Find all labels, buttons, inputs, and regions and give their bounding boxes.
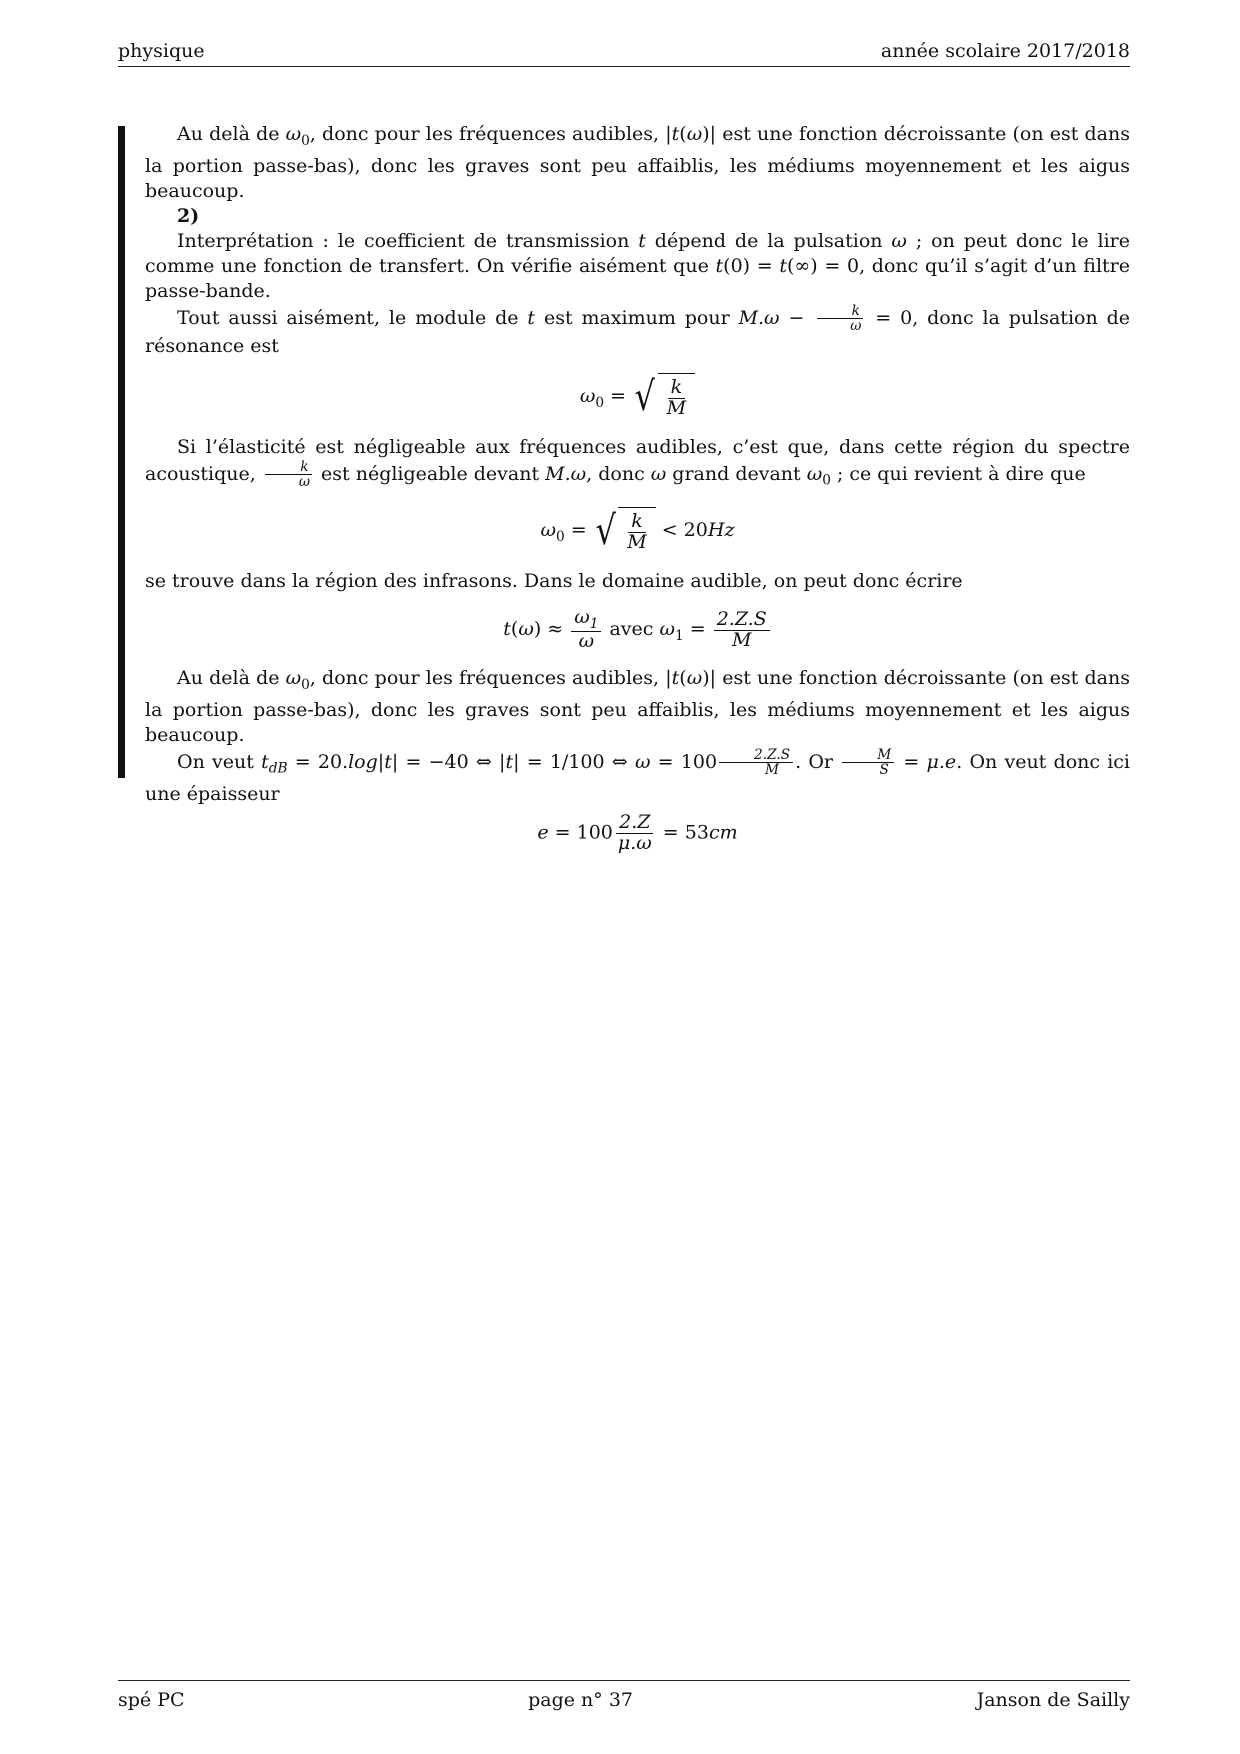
equation-thickness: e = 100 $\frac{2.Z}{\mu.\omega}$ = 53cm xyxy=(537,810,738,854)
equation-transmission-approx: t(ω) ≈ $\frac{\omega_1}{\omega}$ avec $\omega_1$ = $\frac{2.Z.S}{M}$ xyxy=(145,608,1130,652)
footer-class: spé PC xyxy=(118,1689,185,1711)
equation-omega0: $\omega_0$ = √ $\frac{k}{M}$ xyxy=(145,373,1130,421)
paragraph-elasticity: Si l’élasticité est négligeable aux fréquences audibles, c’est que, dans cette région du spectre acoustique, $\frac{k}{\omega}$ est négligeable devant M.ω, donc ω grand devant $\omega_0$ ; ce qui revient à dire que xyxy=(145,435,1130,490)
paragraph-interpretation: Interprétation : le coefficient de transmission t dépend de la pulsation ω ; on peut donc le lire comme une fonction de transfert. On vérifie aisément que t(0) = t(∞) = 0, donc qu’il s’agit d’un filtre passe-bande. xyxy=(145,229,1130,302)
header-school-year: année scolaire 2017/2018 xyxy=(880,40,1130,62)
header-subject: physique xyxy=(118,40,205,62)
paragraph-infrasound: se trouve dans la région des infrasons. Dans le domaine audible, on peut donc écrire xyxy=(145,570,963,593)
document-body xyxy=(145,122,1130,868)
equation-omega0-infrasound: $\omega_0$ = √ $\frac{k}{M}$ < 20Hz xyxy=(540,508,735,555)
paragraph-lowpass-1: Au delà de $\omega_0$, donc pour les fréquences audibles, |t(ω)| est une fonction décroissante (on est dans la portion passe-bas), donc les graves sont peu affaiblis, les médiums moyennement et les aigus beaucoup. xyxy=(145,123,1131,202)
page-header xyxy=(118,40,1130,67)
footer-page-number: page n° 37 xyxy=(528,1689,633,1711)
footer-school: Janson de Sailly xyxy=(976,1689,1130,1711)
question-number: 2) xyxy=(177,204,200,227)
paragraph-attenuation: On veut $t_{dB} = 20.\log|t| = -40$ ⇔ |t| = 1/100 ⇔ ω = 100 $\frac{2.Z.S}{M}$ . Or $\frac{M}{S}$ = μ.e. On veut donc ici une épaisseur xyxy=(145,747,1131,805)
paragraph-lowpass-2: Au delà de $\omega_0$, donc pour les fréquences audibles, |t(ω)| est une fonction décroissante (on est dans la portion passe-bas), donc les graves sont peu affaiblis, les médiums moyennement et les aigus beaucoup. xyxy=(145,667,1131,747)
paragraph-resonance: Tout aussi aisément, le module de t est maximum pour M.ω − $\frac{k}{\omega}$ = 0, donc la pulsation de résonance est xyxy=(145,302,1130,357)
page-footer xyxy=(118,1680,1130,1711)
margin-change-bar xyxy=(118,126,125,778)
